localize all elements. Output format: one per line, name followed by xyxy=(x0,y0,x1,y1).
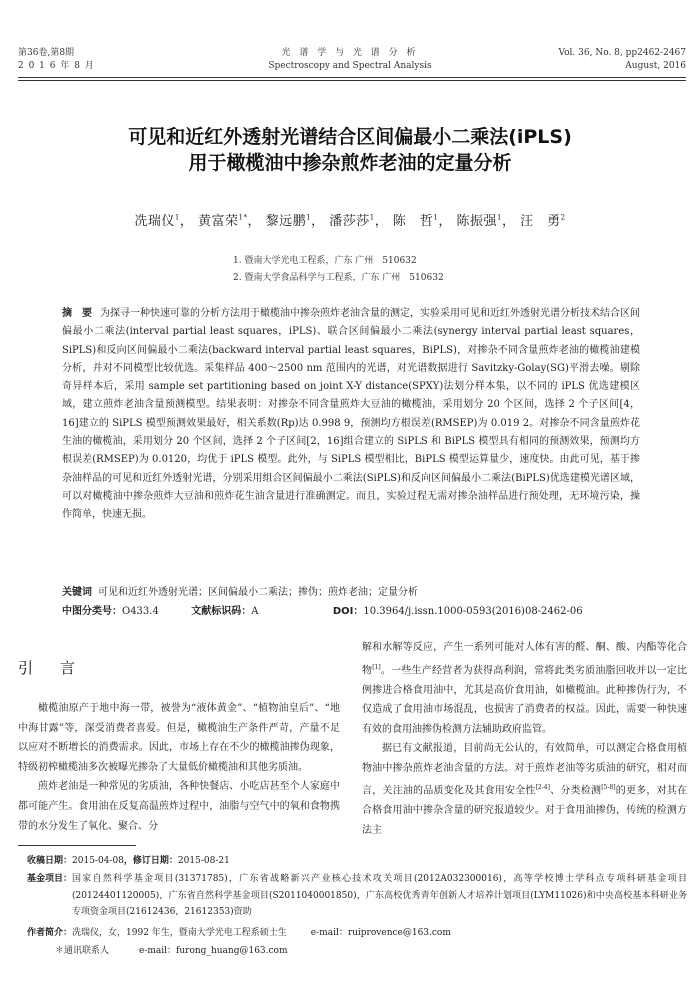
author: 汪 勇$^2$ xyxy=(520,213,566,229)
clc-value: O433.4 xyxy=(122,606,159,617)
journal-name-cn: 光 谱 学 与 光 谱 分 析 xyxy=(281,48,419,58)
paragraph: 煎炸老油是一种常见的劣质油，各种快餐店、小吃店甚至个人家庭中都可能产生。食用油在反复高温煎炸过程中，油脂与空气中的氧和食物携带的水分发生了氧化、聚合、分 xyxy=(18,781,340,832)
abstract xyxy=(62,305,640,525)
author: 陈振强$^1$ xyxy=(456,213,502,229)
doc-code-value: A xyxy=(251,606,259,617)
volume-issue-cn: 第36卷,第8期 xyxy=(18,48,75,58)
abstract-label: 摘 要 xyxy=(62,308,92,319)
footnote-corresponding xyxy=(27,943,700,960)
paper-title-line1: 可见和近红外透射光谱结合区间偏最小二乘法(iPLS) xyxy=(128,126,572,148)
revised-date: 2015-08-21 xyxy=(177,856,230,866)
keywords-text: 可见和近红外透射光谱；区间偏最小二乘法；掺伪；煎炸老油；定量分析 xyxy=(98,587,418,598)
corresponding-note: ＊通讯联系人 xyxy=(55,946,110,956)
footnote-dates: 收稿日期：2015-04-08，修订日期：2015-08-21 xyxy=(27,856,230,866)
footnote-fund: 基金项目： 国家自然科学基金项目(31371785)，广东省战略新兴产业核心技术攻关项目(2012A032300016)，高等学校博士学科点专项科研基金项目(20124401120005)，广东省自然科学基金项目(S2011040001850)，广东高校优秀青年创新人才培养计划项目(LYM11026)和中央高校基本科研业务专项资金项目(21612436，21612353)资助 xyxy=(27,871,687,921)
keywords xyxy=(62,583,640,598)
header-rule-thick xyxy=(18,77,686,78)
author-list: 冼瑞仪$^1$， 黄富荣$^{1*}$， 黎远鹏$^1$， 潘莎莎$^1$， 陈 哲$^1$， 陈振强$^1$， 汪 勇$^2$ xyxy=(134,213,566,229)
doi-label: DOI： xyxy=(332,606,364,617)
author: 黎远鹏$^1$ xyxy=(265,213,312,229)
footnote-rule xyxy=(18,845,136,846)
classification-line xyxy=(62,602,640,617)
section-title-introduction: 引 言 xyxy=(18,659,82,677)
author: 潘莎莎$^1$ xyxy=(329,213,375,229)
author-bio: 冼瑞仪，女，1992 年生，暨南大学光电工程系硕士生 xyxy=(72,928,287,938)
date-en: August, 2016 xyxy=(625,61,686,71)
volume-pages-en: Vol. 36, No. 8, pp2462-2467 xyxy=(558,48,686,58)
running-header-right xyxy=(558,47,686,73)
paper-title-line2: 用于橄榄油中掺杂煎炸老油的定量分析 xyxy=(188,152,512,174)
citation: [5-8] xyxy=(601,784,616,792)
author: 陈 哲$^1$ xyxy=(392,213,439,229)
keywords-label: 关键词 xyxy=(62,587,92,598)
date-cn: 2 0 1 6 年 8 月 xyxy=(18,61,95,71)
doc-code-label: 文献标识码： xyxy=(191,606,252,617)
affiliation-2: 2. 暨南大学食品科学与工程系，广东 广州 510632 xyxy=(233,273,444,283)
paragraph: 解和水解等反应，产生一系列可能对人体有害的醛、酮、酸、内酯等化合物[1]。一些生产经营者为获得高利润，常将此类劣质油脂回收并以一定比例掺进合格食用油中，尤其是高价食用油，如橄榄油。此种掺伪行为，不仅造成了食用油市场混乱，也损害了消费者的权益。因此，需要一种快速有效的食用油掺伪检测方法辅助政府监管。 xyxy=(362,642,688,735)
paragraph: 据已有文献报道，目前尚无公认的，有效简单，可以测定合格食用植物油中掺杂煎炸老油含量的方法。对于煎炸老油等劣质油的研究，相对而言，关注油的品质变化及其食用安全性[2-4]、分类检测[5-8]的更多，对其在合格食用油中掺杂含量的研究报道较少。对于食用油掺伪，传统的检测方法主 xyxy=(362,743,688,836)
journal-name-en: Spectroscopy and Spectral Analysis xyxy=(268,61,432,71)
affiliation-1: 1. 暨南大学光电工程系，广东 广州 510632 xyxy=(233,256,417,266)
corresponding-email: e-mail：furong_huang@163.com xyxy=(139,946,288,956)
citation: [1] xyxy=(372,663,381,671)
abstract-text: 为探寻一种快速可靠的分析方法用于橄榄油中掺杂煎炸老油含量的测定，实验采用可见和近红外透射光谱分析技术结合区间偏最小二乘法(interval partial least squares，iPLS)、联合区间偏最小二乘法(synergy interval partial least squares，SiPLS)和反向区间偏最小二乘法(backward interval partial least squares，BiPLS)，对掺杂不同含量煎炸老油的橄榄油建模分析，并对不同模型比较优选。采集样品 400～2500 nm 范围内的光谱，对光谱数据进行 Savitzky-Golay(SG)平滑去噪。剔除奇异样本后，采用 sample set partitioning based on joint X-Y distance(SPXY)法划分样本集，以不同的 iPLS 优选建模区域，建立煎炸老油含量预测模型。结果表明：对掺杂不同含量煎炸大豆油的橄榄油，采用划分 20 个区间，选择 2 个子区间[4，16]建立的 SiPLS 模型预测效果最好，相关系数(Rp)达 0.998 9，预测均方根误差(RMSEP)为 0.019 2。对掺杂不同含量煎炸花生油的橄榄油，采用划分 20 个区间，选择 2 个子区间[2，16]组合建立的 SiPLS 和 BiPLS 模型具有相同的预测效果，预测均方根误差(RMSEP)为 0.0120，均优于 iPLS 模型。此外，与 SiPLS 模型相比，BiPLS 模型运算量少，速度快。由此可见，基于掺杂油样品的可见和近红外透射光谱，分别采用组合区间偏最小二乘法(SiPLS)和反向区间偏最小二乘法(BiPLS)优选建模光谱区域，可以对橄榄油中掺杂煎炸大豆油和煎炸花生油含量进行准确测定。而且，实验过程无需对掺杂油样品进行预处理，无环境污染，操作简单，快速无损。 xyxy=(62,308,640,521)
author: 冼瑞仪$^1$ xyxy=(134,213,180,229)
received-date: 2015-04-08 xyxy=(72,856,124,866)
header-rule-thin xyxy=(18,80,686,81)
paragraph: 橄榄油原产于地中海一带，被誉为“液体黄金”、“植物油皇后”、“地中海甘露”等，深受消费者喜爱。但是，橄榄油生产条件严苛，产量不足以应对不断增长的消费需求。因此，市场上存在不少的橄榄油掺伪现象，特级初榨橄榄油多次被曝光掺杂了大量低价橄榄油和其他劣质油。 xyxy=(18,703,340,773)
left-column xyxy=(18,699,340,836)
footnote-author-bio: 作者简介：冼瑞仪，女，1992 年生，暨南大学光电工程系硕士生 e-mail：ruiprovence@163.com xyxy=(27,928,451,938)
right-column xyxy=(362,638,687,841)
fund-text: 国家自然科学基金项目(31371785)，广东省战略新兴产业核心技术攻关项目(2012A032300016)，高等学校博士学科点专项科研基金项目(20124401120005)，广东省自然科学基金项目(S2011040001850)，广东高校优秀青年创新人才培养计划项目(LYM11026)和中央高校基本科研业务专项资金项目(21612436，21612353)资助 xyxy=(72,874,687,917)
doi-value: 10.3964/j.issn.1000-0593(2016)08-2462-06 xyxy=(363,606,583,617)
author-email: e-mail：ruiprovence@163.com xyxy=(310,928,451,938)
citation: [2-4] xyxy=(535,784,550,792)
author: 黄富荣$^{1*}$ xyxy=(198,213,248,229)
clc-label: 中图分类号： xyxy=(62,606,122,617)
